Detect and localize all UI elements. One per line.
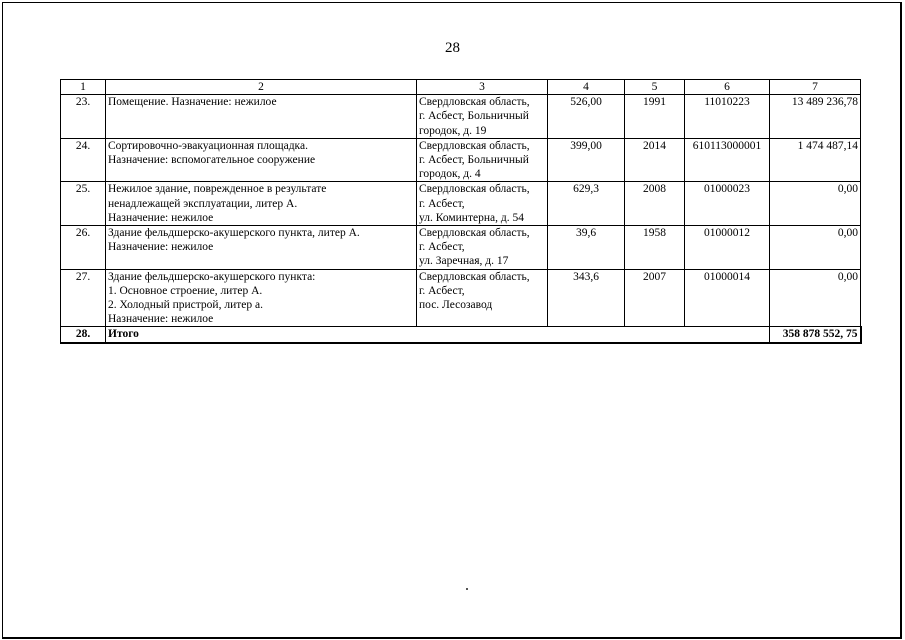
inventory-code: 11010223 [685, 95, 770, 139]
header-cell-4: 4 [548, 80, 625, 95]
book-value: 0,00 [770, 269, 861, 327]
header-row [61, 80, 861, 95]
object-name [106, 138, 417, 182]
table-row [61, 95, 861, 139]
object-year: 1958 [625, 226, 685, 270]
book-value: 13 489 236,78 [770, 95, 861, 139]
object-name [106, 269, 417, 327]
object-area: 343,6 [548, 269, 625, 327]
table-row [61, 226, 861, 270]
inventory-code: 01000012 [685, 226, 770, 270]
name-line: Здание фельдшерско-акушерского пункта: [108, 270, 316, 283]
inventory-code: 01000014 [685, 269, 770, 327]
total-row [61, 327, 861, 343]
object-name [106, 226, 417, 270]
object-area: 629,3 [548, 182, 625, 226]
object-address [417, 269, 548, 327]
address-line: Свердловская область, [419, 183, 530, 196]
address-line: г. Асбест, [419, 241, 465, 254]
name-line: Назначение: вспомогательное сооружение [108, 154, 316, 167]
table-row [61, 138, 861, 182]
book-value: 1 474 487,14 [770, 138, 861, 182]
property-table [60, 79, 862, 344]
address-line: городок, д. 4 [419, 168, 481, 181]
name-line: ненадлежащей эксплуатации, литер А. [108, 197, 298, 210]
object-name [106, 182, 417, 226]
object-address [417, 138, 548, 182]
address-line: Свердловская область, [419, 96, 530, 109]
table-row [61, 269, 861, 327]
book-value: 0,00 [770, 182, 861, 226]
row-number: 26. [61, 226, 106, 270]
name-line: Нежилое здание, поврежденное в результате [108, 183, 327, 196]
address-line: г. Асбест, Больничный [419, 154, 529, 167]
object-year: 2008 [625, 182, 685, 226]
name-line: Назначение: нежилое [108, 241, 214, 254]
total-value: 358 878 552, 75 [770, 327, 861, 343]
row-number: 24. [61, 138, 106, 182]
row-number: 23. [61, 95, 106, 139]
address-line: пос. Лесозавод [419, 299, 493, 312]
address-line: г. Асбест, [419, 284, 465, 297]
header-cell-3: 3 [417, 80, 548, 95]
header-cell-5: 5 [625, 80, 685, 95]
name-line: 1. Основное строение, литер А. [108, 284, 263, 297]
total-row-number: 28. [61, 327, 106, 343]
header-cell-6: 6 [685, 80, 770, 95]
book-value: 0,00 [770, 226, 861, 270]
address-line: городок, д. 19 [419, 124, 487, 137]
name-line: Назначение: нежилое [108, 313, 214, 326]
address-line: Свердловская область, [419, 227, 530, 240]
row-number: 27. [61, 269, 106, 327]
object-address [417, 182, 548, 226]
address-line: г. Асбест, Больничный [419, 110, 529, 123]
object-year: 2007 [625, 269, 685, 327]
name-line: Назначение: нежилое [108, 211, 214, 224]
object-year: 1991 [625, 95, 685, 139]
object-address [417, 95, 548, 139]
object-area: 526,00 [548, 95, 625, 139]
name-line: Здание фельдшерско-акушерского пункта, литер А. [108, 227, 360, 240]
row-number: 25. [61, 182, 106, 226]
name-line: Сортировочно-эвакуационная площадка. [108, 139, 308, 152]
scan-speck [466, 588, 468, 590]
address-line: ул. Коминтерна, д. 54 [419, 211, 524, 224]
header-cell-1: 1 [61, 80, 106, 95]
total-label: Итого [106, 327, 770, 343]
object-area: 39,6 [548, 226, 625, 270]
address-line: г. Асбест, [419, 197, 465, 210]
header-cell-7: 7 [770, 80, 861, 95]
address-line: ул. Заречная, д. 17 [419, 255, 509, 268]
object-name [106, 95, 417, 139]
inventory-code: 01000023 [685, 182, 770, 226]
object-address [417, 226, 548, 270]
page-number: 28 [445, 40, 460, 56]
object-year: 2014 [625, 138, 685, 182]
name-line: Помещение. Назначение: нежилое [108, 96, 277, 109]
inventory-code: 610113000001 [685, 138, 770, 182]
address-line: Свердловская область, [419, 139, 530, 152]
name-line: 2. Холодный пристрой, литер а. [108, 299, 263, 312]
address-line: Свердловская область, [419, 270, 530, 283]
object-area: 399,00 [548, 138, 625, 182]
header-cell-2: 2 [106, 80, 417, 95]
table-row [61, 182, 861, 226]
